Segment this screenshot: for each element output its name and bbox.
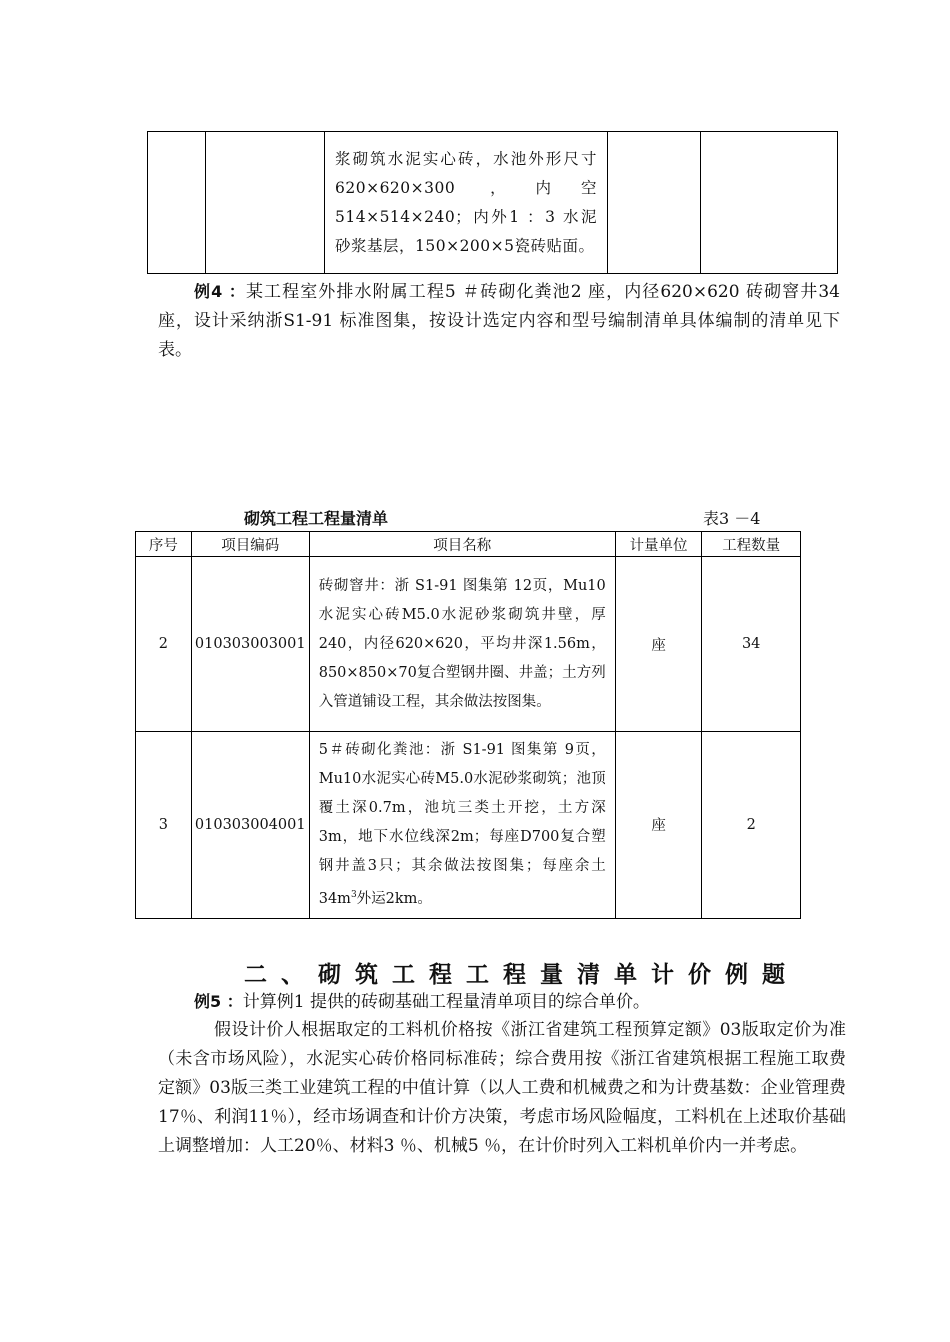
example4-text: 某工程室外排水附属工程5 ＃砖砌化粪池2 座，内径620×620 砖砌窨井34座，设计采纳浙S1-91 标准图集，按设计选定内容和型号编制清单具体编制的清单见下表。: [158, 282, 840, 360]
cell-col5: [701, 132, 838, 274]
row-code: 010303003001: [191, 557, 309, 732]
body-paragraph: [158, 1016, 846, 1161]
header-code: 项目编码: [191, 532, 309, 557]
row-no: 2: [136, 557, 192, 732]
section-heading: [244, 956, 799, 989]
example4-label: 例4 ：: [194, 282, 246, 301]
header-qty: 工程数量: [702, 532, 801, 557]
bill-of-quantities-table: [135, 531, 801, 919]
row-code: 010303004001: [191, 732, 309, 919]
row-no: 3: [136, 732, 192, 919]
header-name: 项目名称: [309, 532, 615, 557]
row-unit: 座: [615, 557, 702, 732]
superscript: 3: [350, 890, 357, 900]
example5-text: 计算例1 提供的砖砌基础工程量清单项目的综合单价。: [242, 992, 650, 1012]
cell-col1: [148, 132, 206, 274]
row-qty: 34: [702, 557, 801, 732]
example5-label: 例5 ：: [194, 992, 243, 1011]
table-header-row: [136, 532, 801, 557]
example5-paragraph: [158, 987, 840, 1017]
row-name-text: 5＃砖砌化粪池：浙 S1-91 图集第 9页，Mu10水泥实心砖M5.0水泥砂浆砌筑；池顶覆土深0.7m，池坑三类土开挖，土方深3m，地下水位线深2m；每座D700复合塑钢井盖3只；其余做法按图集；每座余土34m: [318, 742, 606, 907]
table-row: [136, 732, 801, 919]
table-number: 表3 －4: [703, 509, 761, 528]
row-unit: 座: [615, 732, 702, 919]
header-no: 序号: [136, 532, 192, 557]
section-title: 二、砌筑工程工程量清单计价例题: [244, 962, 799, 988]
body-text: 假设计价人根据取定的工料机价格按《浙江省建筑工程预算定额》03版取定价为准（未含市场风险），水泥实心砖价格同标准砖；综合费用按《浙江省建筑根据工程施工取费定额》03版三类工业建筑工程的中值计算（以人工费和机械费之和为计费基数：企业管理费17％、利润11％），经市场调查和计价方决策，考虑市场风险幅度，工料机在上述取价基础上调整增加：人工20％、材料3 ％、机械5 ％，在计价时列入工料机单价内一并考虑。: [158, 1020, 846, 1156]
table-row: [136, 557, 801, 732]
continued-table: [147, 131, 838, 274]
cell-col4: [608, 132, 701, 274]
row-name: 砖砌窨井：浙 S1-91 图集第 12页，Mu10水泥实心砖M5.0水泥砂浆砌筑井壁，厚240，内径620×620，平均井深1.56m，850×850×70复合塑钢井圈、井盖；土方列入管道铺设工程，其余做法按图集。: [309, 557, 615, 732]
header-unit: 计量单位: [615, 532, 702, 557]
cell-col2: [206, 132, 325, 274]
description-text: 浆砌筑水泥实心砖，水池外形尺寸 620×620×300 ，内空514×514×240；内外1 ：3 水泥砂浆基层，150×200×5瓷砖贴面。: [335, 149, 597, 255]
example4-paragraph: [158, 277, 840, 365]
row-qty: 2: [702, 732, 801, 919]
table-title: 砌筑工程工程量清单: [244, 509, 389, 528]
row-name-text-end: 外运2km。: [356, 890, 432, 907]
table-row: [148, 132, 838, 274]
cell-description: [325, 132, 608, 274]
row-name: [309, 732, 615, 919]
